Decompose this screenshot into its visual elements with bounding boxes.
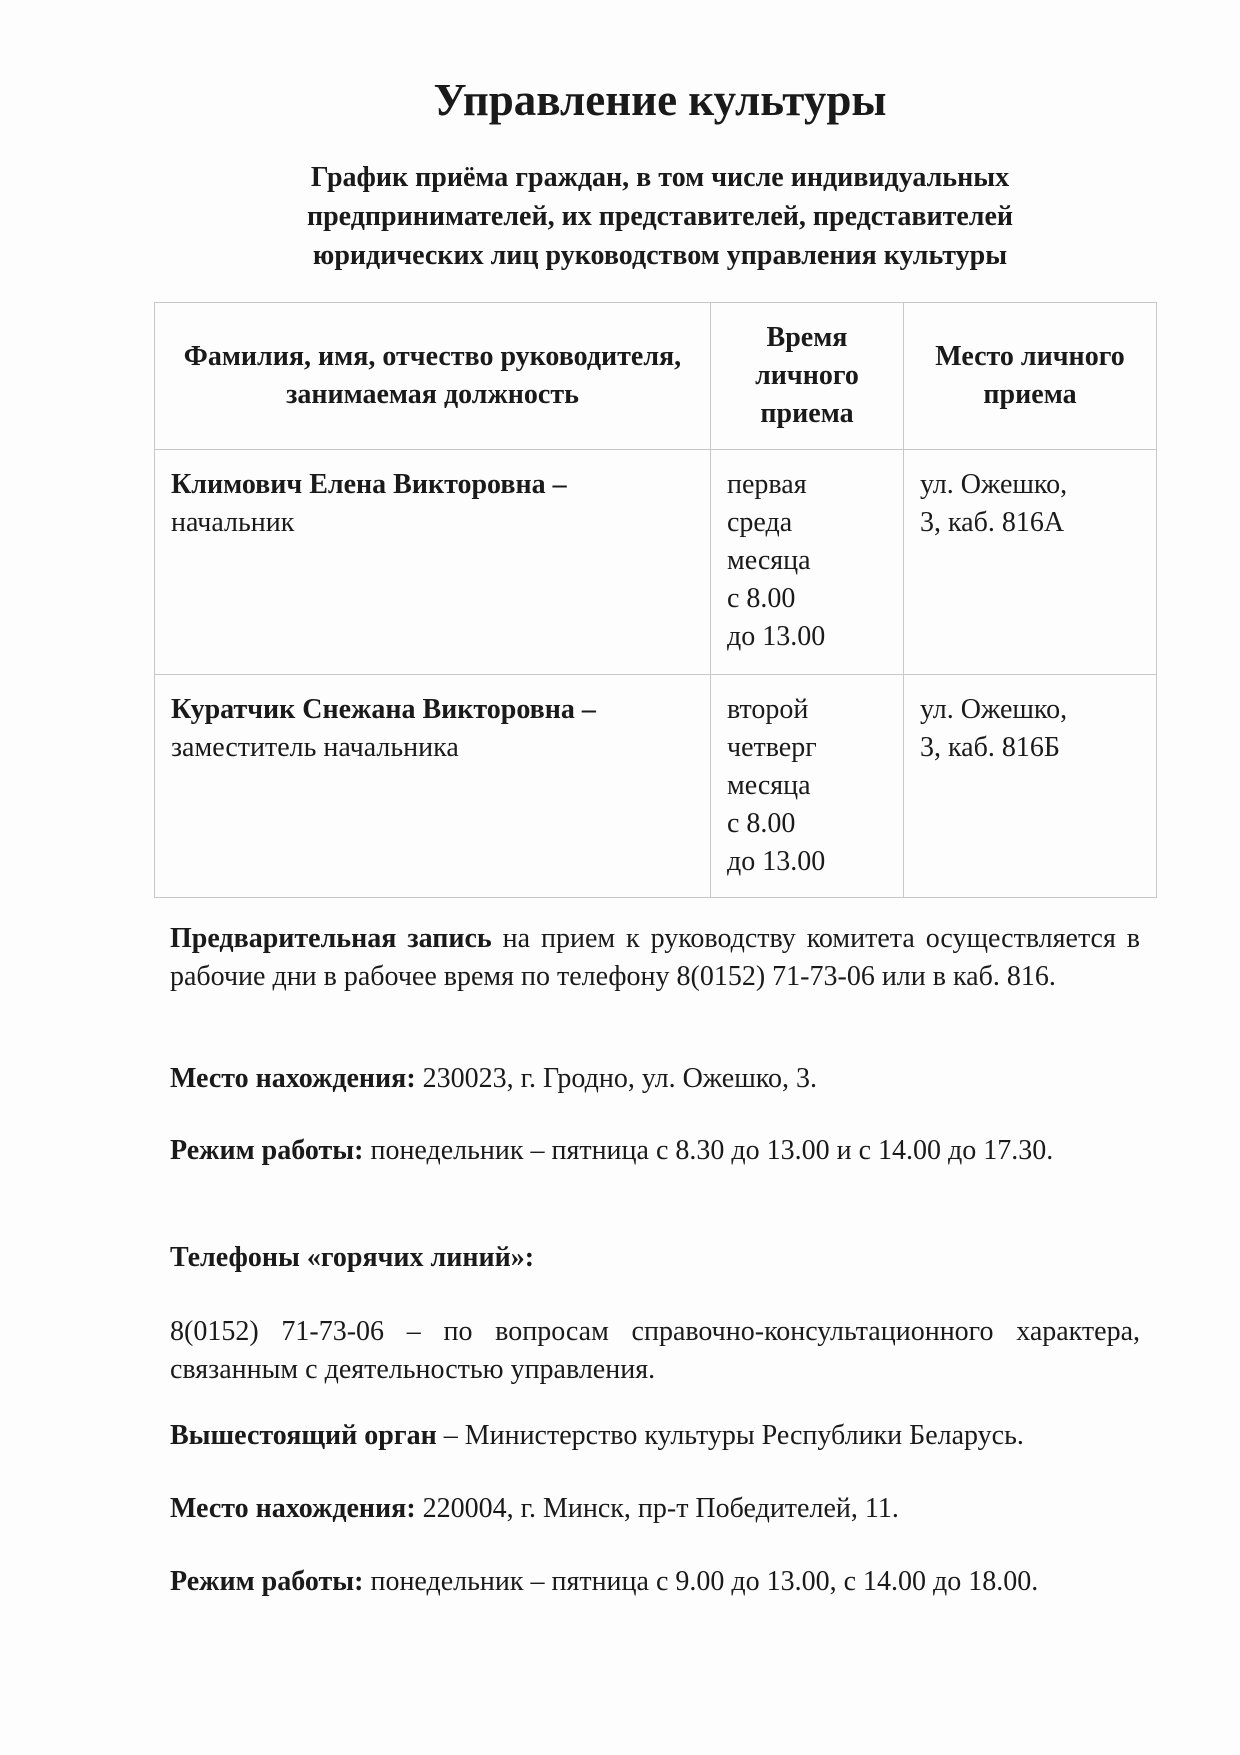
cell-name: [155, 450, 711, 675]
time-line: среда: [727, 507, 793, 538]
prereg-label: Предварительная запись: [170, 923, 492, 954]
hours-text: понедельник – пятница с 8.30 до 13.00 и с 14.00 до 17.30.: [363, 1135, 1054, 1166]
reception-schedule-table: [154, 302, 1157, 898]
table-row: [155, 450, 1157, 675]
person-position: начальник: [171, 507, 295, 538]
location-paragraph: [170, 1060, 1140, 1098]
superior-hours-label: Режим работы:: [170, 1566, 364, 1597]
cell-name: [155, 675, 711, 898]
superior-hours-text: понедельник – пятница с 9.00 до 13.00, с 14.00 до 18.00.: [363, 1566, 1039, 1597]
person-name: Климович Елена Викторовна –: [171, 469, 567, 500]
superior-location-text: 220004, г. Минск, пр-т Победителей, 11.: [415, 1493, 899, 1524]
subtitle-line: График приёма граждан, в том числе индивидуальных: [310, 162, 1010, 193]
page-title: Управление культуры: [433, 75, 887, 125]
hotline-label: Телефоны «горячих линий»:: [170, 1242, 535, 1273]
cell-time: [711, 675, 904, 898]
header-name: Фамилия, имя, отчество руководителя, занимаемая должность: [155, 303, 711, 450]
time-line: с 8.00: [727, 808, 796, 839]
location-label: Место нахождения:: [170, 1063, 416, 1094]
superior-text: – Министерство культуры Республики Беларусь.: [436, 1420, 1024, 1451]
subtitle: [170, 158, 1150, 275]
time-line: четверг: [727, 732, 817, 763]
prereg-text: на прием к руководству комитета осуществляется в рабочие дни в рабочее время по телефону 8(0152) 71-73-06 или в каб. 816.: [170, 923, 1140, 992]
cell-time: [711, 450, 904, 675]
person-name: Куратчик Снежана Викторовна –: [171, 694, 596, 725]
hours-label: Режим работы:: [170, 1135, 364, 1166]
superior-paragraph: [170, 1417, 1140, 1455]
time-line: месяца: [727, 770, 811, 801]
hotline-heading: [170, 1239, 1140, 1277]
time-line: второй: [727, 694, 809, 725]
place-line: ул. Ожешко,: [920, 694, 1068, 725]
time-line: месяца: [727, 545, 811, 576]
superior-hours-paragraph: [170, 1563, 1140, 1601]
place-line: 3, каб. 816Б: [920, 732, 1060, 763]
cell-place: [904, 675, 1157, 898]
time-line: первая: [727, 469, 807, 500]
table-row: [155, 675, 1157, 898]
superior-label: Вышестоящий орган: [170, 1420, 437, 1451]
hotline-paragraph: 8(0152) 71-73-06 – по вопросам справочно-консультационного характера, связанным с деятельностью управления.: [170, 1316, 1140, 1385]
superior-location-paragraph: [170, 1490, 1140, 1528]
time-line: с 8.00: [727, 583, 796, 614]
place-line: 3, каб. 816А: [920, 507, 1065, 538]
cell-place: [904, 450, 1157, 675]
subtitle-line: предпринимателей, их представителей, представителей: [306, 201, 1014, 232]
location-text: 230023, г. Гродно, ул. Ожешко, 3.: [415, 1063, 817, 1094]
table-header-row: [155, 303, 1157, 450]
time-line: до 13.00: [727, 621, 826, 652]
person-position: заместитель начальника: [171, 732, 459, 763]
prereg-paragraph: [170, 920, 1140, 996]
time-line: до 13.00: [727, 846, 826, 877]
superior-location-label: Место нахождения:: [170, 1493, 416, 1524]
subtitle-line: юридических лиц руководством управления культуры: [312, 240, 1008, 271]
header-time: Время личного приема: [711, 303, 904, 450]
place-line: ул. Ожешко,: [920, 469, 1068, 500]
hours-paragraph: [170, 1132, 1140, 1170]
header-place: Место личного приема: [904, 303, 1157, 450]
